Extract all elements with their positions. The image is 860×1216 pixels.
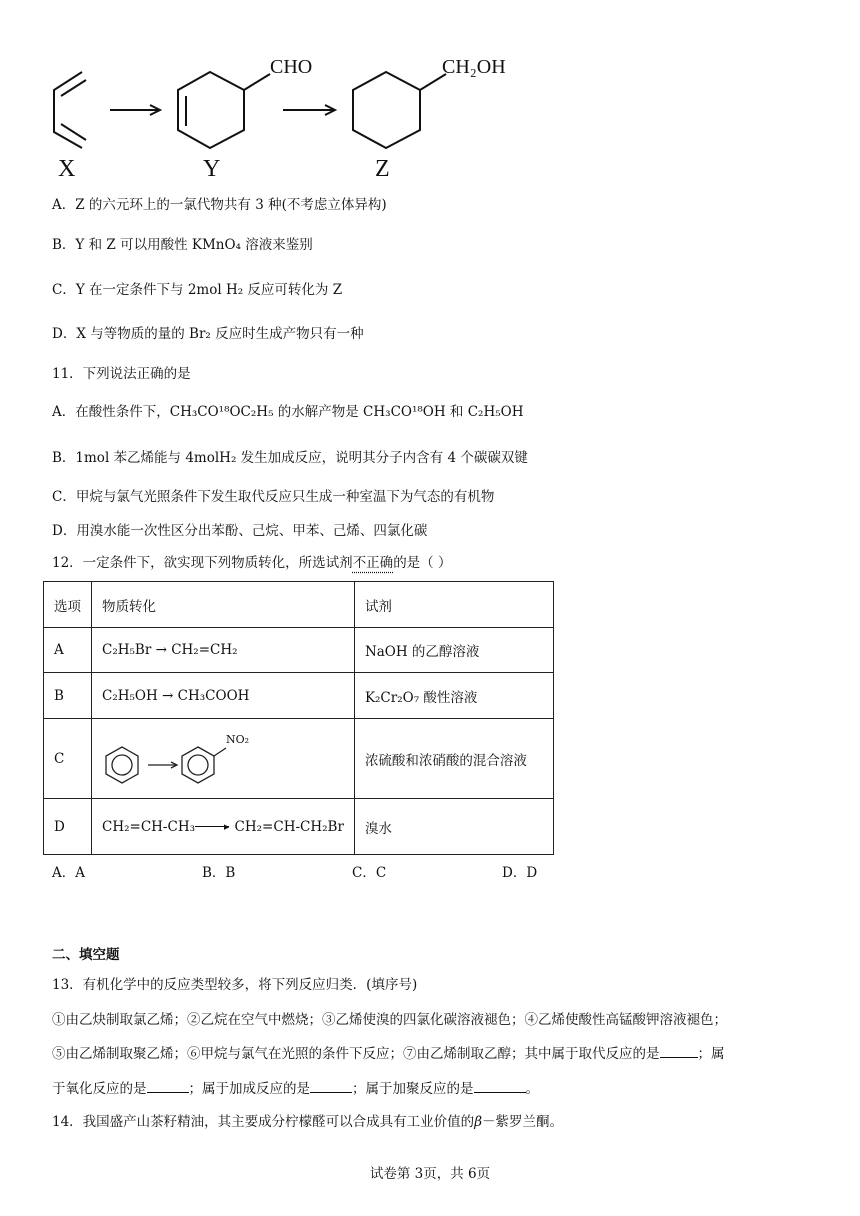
- arrow-head: ▸: [224, 819, 230, 833]
- row-conversion: C₂H₅Br → CH₂=CH₂: [92, 628, 355, 673]
- q12-stem-pre: 12．一定条件下，欲实现下列物质转化，所选试剂: [52, 555, 353, 571]
- row-reagent: K₂Cr₂O₇ 酸性溶液: [354, 673, 553, 719]
- q13-line1: ①由乙炔制取氯乙烯；②乙烷在空气中燃烧；③乙烯使溴的四氯化碳溶液褪色；④乙烯使酸性高锰酸钾溶液褪色；: [52, 1012, 727, 1028]
- q12-stem-post: 的是（ ）: [393, 555, 452, 571]
- answer-blank-substitution[interactable]: [660, 1045, 698, 1058]
- q13-line2: [52, 1045, 725, 1063]
- reaction-scheme: [40, 50, 560, 190]
- q13-line3-text-c: ；属于加聚反应的是: [352, 1081, 474, 1097]
- page-footer: 试卷第 3页，共 6页: [369, 1166, 491, 1182]
- table-row: [44, 628, 554, 673]
- q11-option-c: C．甲烷与氯气光照条件下发生取代反应只生成一种室温下为气态的有机物: [52, 489, 495, 505]
- q13-line2-tail: ；属: [697, 1046, 725, 1062]
- table-header-row: [44, 582, 554, 628]
- conversion-reactant: CH₂=CH-CH₃: [102, 818, 196, 835]
- q10-option-b: B．Y 和 Z 可以用酸性 KMnO₄ 溶液来鉴别: [52, 237, 313, 253]
- header-reagent: 试剂: [354, 582, 553, 628]
- no2-group-label: NO₂: [226, 732, 250, 746]
- row-option: A: [44, 628, 92, 673]
- row-reagent: 浓硫酸和浓硝酸的混合溶液: [354, 719, 553, 799]
- row-option: C: [44, 719, 92, 799]
- q13-line2-text: ⑤由乙烯制取聚乙烯；⑥甲烷与氯气在光照的条件下反应；⑦由乙烯制取乙醇；其中属于取代反应的是: [52, 1046, 660, 1062]
- q14-stem-pre: 14．我国盛产山茶籽精油，其主要成分柠檬醛可以合成具有工业价值的: [52, 1114, 475, 1130]
- row-option: D: [44, 799, 92, 855]
- q10-option-a: A．Z 的六元环上的一氯代物共有 3 种(不考虑立体异构): [52, 197, 387, 213]
- table-row: [44, 799, 554, 855]
- q12-choice-b: B．B: [202, 865, 236, 881]
- z-substituent: CH₂OH: [442, 56, 506, 78]
- row-conversion: [92, 799, 355, 855]
- row-conversion: C₂H₅OH → CH₃COOH: [92, 673, 355, 719]
- q11-option-b: B．1mol 苯乙烯能与 4molH₂ 发生加成反应，说明其分子内含有 4 个碳碳双键: [52, 450, 528, 466]
- table-row: [44, 719, 554, 799]
- answer-blank-oxidation[interactable]: [147, 1080, 189, 1093]
- header-option: 选项: [44, 582, 92, 628]
- q13-line3-text-b: ；属于加成反应的是: [188, 1081, 310, 1097]
- q13-line3-text-a: 于氧化反应的是: [52, 1081, 147, 1097]
- q10-option-c: C．Y 在一定条件下与 2mol H₂ 反应可转化为 Z: [52, 282, 343, 298]
- header-conversion: 物质转化: [92, 582, 355, 628]
- q11-stem: 11．下列说法正确的是: [52, 366, 191, 382]
- compound-z-label: Z: [375, 156, 390, 182]
- q12-choice-c: C．C: [352, 865, 387, 881]
- compound-x-label: X: [58, 156, 76, 182]
- q12-stem: [52, 554, 451, 572]
- q12-choice-a: A．A: [52, 865, 85, 881]
- q12-stem-emphasis: 不正确: [352, 555, 394, 571]
- q13-line3-text-d: 。: [525, 1081, 539, 1097]
- nitration-scheme: [102, 729, 262, 789]
- q11-option-d: D．用溴水能一次性区分出苯酚、己烷、甲苯、己烯、四氯化碳: [52, 523, 428, 539]
- answer-blank-polymerization[interactable]: [474, 1080, 526, 1093]
- q14-stem: [52, 1113, 563, 1131]
- beta-symbol: β: [474, 1114, 482, 1130]
- q13-stem: 13．有机化学中的反应类型较多，将下列反应归类．(填序号): [52, 977, 418, 993]
- q13-line3: [52, 1080, 539, 1098]
- y-substituent: CHO: [270, 56, 313, 78]
- row-option: B: [44, 673, 92, 719]
- q14-stem-post: －紫罗兰酮。: [482, 1114, 563, 1130]
- row-conversion: [92, 719, 355, 799]
- q11-option-a: A．在酸性条件下，CH₃CO¹⁸OC₂H₅ 的水解产物是 CH₃CO¹⁸OH 和 C₂H₅OH: [52, 404, 524, 420]
- row-reagent: NaOH 的乙醇溶液: [354, 628, 553, 673]
- conversion-product: CH₂=CH-CH₂Br: [234, 818, 344, 835]
- answer-blank-addition[interactable]: [310, 1080, 352, 1093]
- row-reagent: 溴水: [354, 799, 553, 855]
- table-row: [44, 673, 554, 719]
- compound-y-label: Y: [203, 156, 221, 182]
- q10-option-d: D．X 与等物质的量的 Br₂ 反应时生成产物只有一种: [52, 326, 364, 342]
- q12-table: [43, 581, 554, 855]
- section-heading: 二、填空题: [52, 947, 120, 963]
- q12-choice-d: D．D: [502, 865, 538, 881]
